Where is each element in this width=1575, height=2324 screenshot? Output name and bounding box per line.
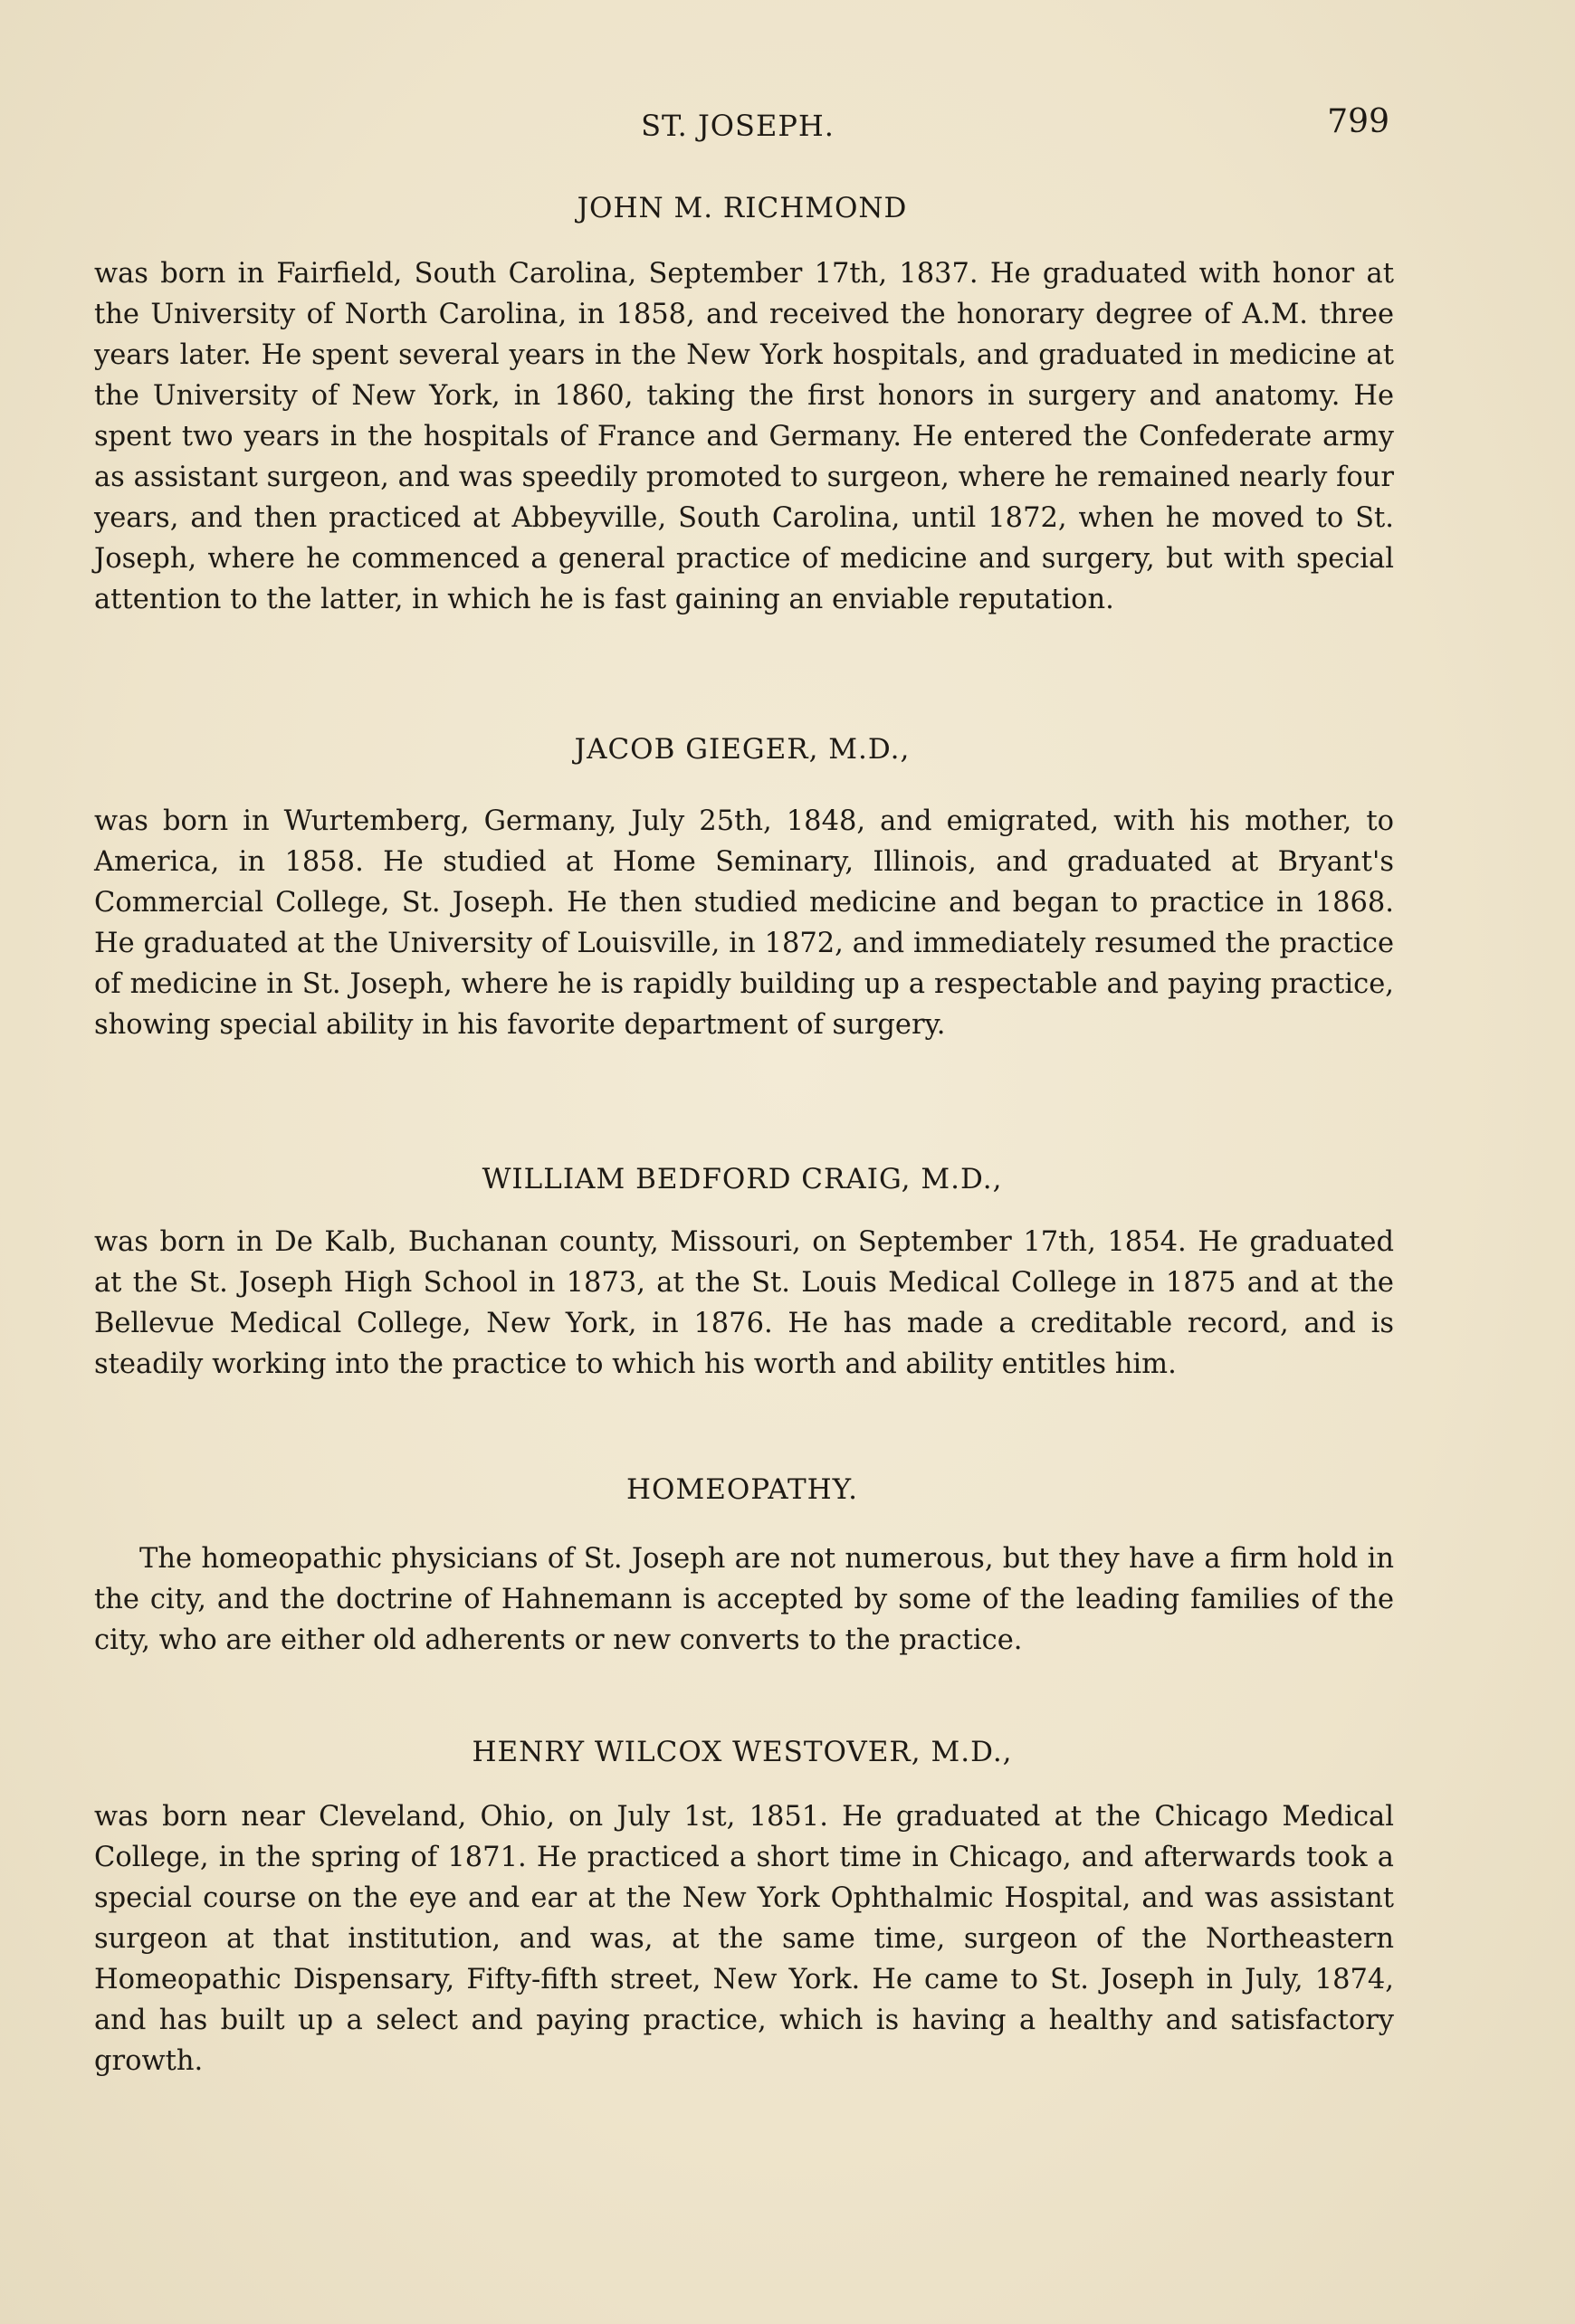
running-title: ST. JOSEPH. xyxy=(641,109,835,143)
section-text-westover: was born near Cleveland, Ohio, on July 1st, 1851. He graduated at the Chicago Medical College, in the spring of 1871. He practiced a short time in Chicago, and afterwards took a special course on the eye and ear at the New York Ophthalmic Hospital, and was assistant surgeon at that institution, and was, at the same time, surgeon of the Northeastern Homeopathic Dispensary, Fifty-fifth street, New York. He came to St. Joseph in July, 1874, and has built up a select and paying practice, which is having a healthy and satisfactory growth. xyxy=(94,1801,1394,2077)
running-head xyxy=(0,103,1575,154)
section-heading-westover: HENRY WILCOX WESTOVER, M.D., xyxy=(472,1736,1013,1768)
section-heading-craig: WILLIAM BEDFORD CRAIG, M.D., xyxy=(482,1163,1003,1195)
section-heading-homeopathy: HOMEOPATHY. xyxy=(626,1473,858,1506)
section-text-craig: was born in De Kalb, Buchanan county, Missouri, on September 17th, 1854. He graduated at the St. Joseph High School in 1873, at the St. Louis Medical College in 1875 and at the Bellevue Medical College, New York, in 1876. He has made a creditable record, and is steadily working into the practice to which his worth and ability entitles him. xyxy=(94,1226,1394,1380)
section-heading-gieger: JACOB GIEGER, M.D., xyxy=(574,733,911,766)
page-number: 799 xyxy=(1327,103,1389,140)
section-text-gieger: was born in Wurtemberg, Germany, July 25th, 1848, and emigrated, with his mother, to America, in 1858. He studied at Home Seminary, Illinois, and graduated at Bryant's Commercial College, St. Joseph. He then studied medicine and began to practice in 1868. He graduated at the University of Louisville, in 1872, and immediately resumed the practice of medicine in St. Joseph, where he is rapidly building up a respectable and paying practice, showing special ability in his favorite department of surgery. xyxy=(94,805,1394,1041)
section-heading-richmond: JOHN M. RICHMOND xyxy=(577,192,908,224)
section-text-richmond: was born in Fairfield, South Carolina, September 17th, 1837. He graduated with honor at the University of North Carolina, in 1858, and received the honorary degree of A.M. three years later. He spent several years in the New York hospitals, and graduated in medicine at the University of New York, in 1860, taking the first honors in surgery and anatomy. He spent two years in the hospitals of France and Germany. He entered the Confederate army as assistant surgeon, and was speedily promoted to surgeon, where he remained nearly four years, and then practiced at Abbeyville, South Carolina, until 1872, when he moved to St. Joseph, where he commenced a general practice of medicine and surgery, but with special attention to the latter, in which he is fast gaining an enviable reputation. xyxy=(94,258,1394,615)
section-text-homeopathy: The homeopathic physicians of St. Joseph are not numerous, but they have a firm hold in the city, and the doctrine of Hahnemann is accepted by some of the leading families of the city, who are either old adherents or new converts to the practice. xyxy=(94,1543,1394,1656)
